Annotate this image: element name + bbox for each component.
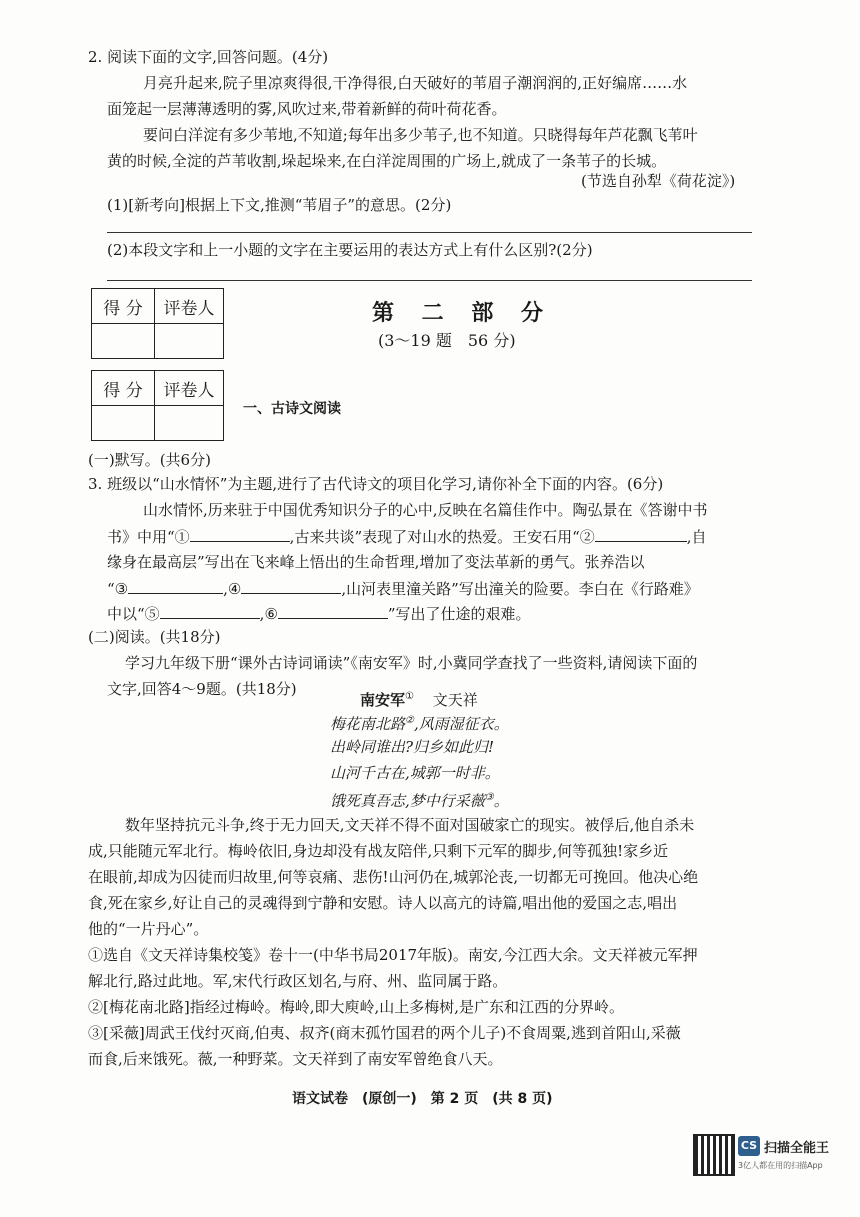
watermark-brand: 扫描全能王	[764, 1141, 830, 1156]
grader-cell	[155, 324, 224, 359]
answer-line-2	[107, 280, 752, 281]
part2-title: 第 二 部 分	[372, 300, 553, 326]
q3-l2a: 书》中用“①	[107, 528, 190, 546]
grader-cell	[155, 406, 224, 441]
poem4-note: ③	[484, 792, 494, 803]
q3-l4b: ,④	[223, 580, 242, 598]
q3-group: (一)默写。(共6分)	[88, 451, 211, 469]
explanation-line4: 食,死在家乡,好让自己的灵魂得到宁静和安慰。诗人以高亢的诗篇,唱出他的爱国之志,唱出	[88, 894, 678, 912]
q3-l4c: ,山河表里潼关路”写出潼关的险要。李白在《行路难》	[341, 580, 699, 598]
note2: ②[梅花南北路]指经过梅岭。梅岭,即大庾岭,山上多梅树,是广东和江西的分界岭。	[88, 998, 625, 1016]
poem-title-note: ①	[405, 691, 414, 702]
q3-l2b: ,古来共谈”表现了对山水的热爱。王安石用“②	[289, 528, 595, 546]
blank-5[interactable]	[160, 600, 260, 619]
grader-label: 评卷人	[155, 371, 224, 406]
q2-para1-line2: 面笼起一层薄薄透明的雾,风吹过来,带着新鲜的荷叶荷花香。	[107, 100, 507, 118]
camscanner-logo-icon: CS	[738, 1136, 760, 1156]
note3-line1: ③[采薇]周武王伐纣灭商,伯夷、叔齐(商末孤竹国君的两个儿子)不食周粟,逃到首阳山,采薇	[88, 1024, 681, 1042]
poem4a: 饿死真吾志,梦中行采薇	[330, 792, 485, 810]
score-table-part2	[91, 288, 224, 359]
explanation-line1: 数年坚持抗元斗争,终于无力回天,文天祥不得不面对国破家亡的现实。被俘后,他自杀未	[125, 816, 695, 834]
blank-4[interactable]	[241, 575, 341, 594]
q3-line1: 山水情怀,历来驻于中国优秀知识分子的心中,反映在名篇佳作中。陶弘景在《答谢中书	[143, 501, 708, 519]
poem1b: ,风雨湿征衣。	[413, 715, 509, 733]
reading-intro1: 学习九年级下册“课外古诗词诵读”《南安军》时,小冀同学查找了一些资料,请阅读下面的	[125, 654, 698, 672]
qr-code-icon	[693, 1134, 735, 1176]
score-label: 得 分	[92, 289, 155, 324]
poem1a: 梅花南北路	[330, 715, 406, 733]
q2-sub2: (2)本段文字和上一小题的文字在主要运用的表达方式上有什么区别?(2分)	[107, 241, 593, 259]
section1-heading: 一、古诗文阅读	[243, 401, 341, 417]
poem-line-1	[330, 708, 509, 737]
q3-line2	[107, 523, 707, 550]
q3-l5c: ”写出了仕途的艰难。	[387, 605, 531, 623]
blank-3[interactable]	[128, 575, 223, 594]
q3-l5b: ,⑥	[259, 605, 278, 623]
part2-range: (3～19 题 56 分)	[378, 331, 516, 350]
q2-para2-line2: 黄的时候,全淀的芦苇收割,垛起垛来,在白洋淀周围的广场上,就成了一条苇子的长城。	[107, 152, 667, 170]
reading-group: (二)阅读。(共18分)	[88, 628, 221, 646]
poem-line-2: 出岭同谁出?归乡如此归!	[330, 738, 495, 756]
blank-1[interactable]	[190, 523, 290, 542]
q3-l2c: ,自	[686, 528, 707, 546]
score-label: 得 分	[92, 371, 155, 406]
watermark-tagline: 3亿人都在用的扫描App	[738, 1161, 823, 1170]
grader-label: 评卷人	[155, 289, 224, 324]
q3-line3: 缘身在最高层”写出在飞来峰上悟出的生命哲理,增加了变法革新的勇气。张养浩以	[107, 553, 645, 571]
score-table-section1	[91, 370, 224, 441]
explanation-line5: 他的“一片丹心”。	[88, 920, 209, 938]
poem1-note: ②	[405, 715, 414, 726]
q2-source: (节选自孙犁《荷花淀》)	[581, 172, 736, 190]
poem-line-4	[330, 785, 509, 814]
reading-intro2: 文字,回答4～9题。(共18分)	[107, 680, 297, 698]
q2-heading: 2. 阅读下面的文字,回答问题。(4分)	[88, 48, 329, 66]
explanation-line2: 成,只能随元军北行。梅岭依旧,身边却没有战友陪伴,只剩下元军的脚步,何等孤独!家乡近	[88, 842, 669, 860]
q2-sub1: (1)[新考向]根据上下文,推测“苇眉子”的意思。(2分)	[107, 196, 452, 214]
poem-line-3: 山河千古在,城郭一时非。	[330, 764, 500, 782]
q3-line5	[107, 600, 531, 627]
note3-line2: 而食,后来饿死。薇,一种野菜。文天祥到了南安军曾绝食八天。	[88, 1050, 503, 1068]
blank-2[interactable]	[595, 523, 687, 542]
q2-para1-line1: 月亮升起来,院子里凉爽得很,干净得很,白天破好的苇眉子潮润润的,正好编席……水	[143, 74, 688, 92]
q3-line4	[107, 575, 699, 602]
page-footer: 语文试卷 (原创一) 第 2 页 (共 8 页)	[292, 1091, 553, 1107]
q3-l4a: “③	[107, 580, 129, 598]
explanation-line3: 在眼前,却成为囚徒而归故里,何等哀痛、悲伤!山河仍在,城郭沦丧,一切都无可挽回。他决心绝	[88, 868, 699, 886]
poem-title: 南安军	[360, 691, 406, 709]
score-cell	[92, 406, 155, 441]
poem-author: 文天祥	[432, 691, 478, 709]
q2-para2-line1: 要问白洋淀有多少苇地,不知道;每年出多少苇子,也不知道。只晓得每年芦花飘飞苇叶	[143, 126, 698, 144]
poem4b: 。	[493, 792, 509, 810]
score-cell	[92, 324, 155, 359]
answer-line-1	[107, 232, 752, 233]
blank-6[interactable]	[278, 600, 388, 619]
note1-line2: 解北行,路过此地。军,宋代行政区划名,与府、州、监同属于路。	[88, 972, 508, 990]
q3-heading: 3. 班级以“山水情怀”为主题,进行了古代诗文的项目化学习,请你补全下面的内容。(6分)	[88, 475, 664, 493]
q3-l5a: 中以“⑤	[107, 605, 160, 623]
note1-line1: ①选自《文天祥诗集校笺》卷十一(中华书局2017年版)。南安,今江西大余。文天祥被元军押	[88, 946, 698, 964]
